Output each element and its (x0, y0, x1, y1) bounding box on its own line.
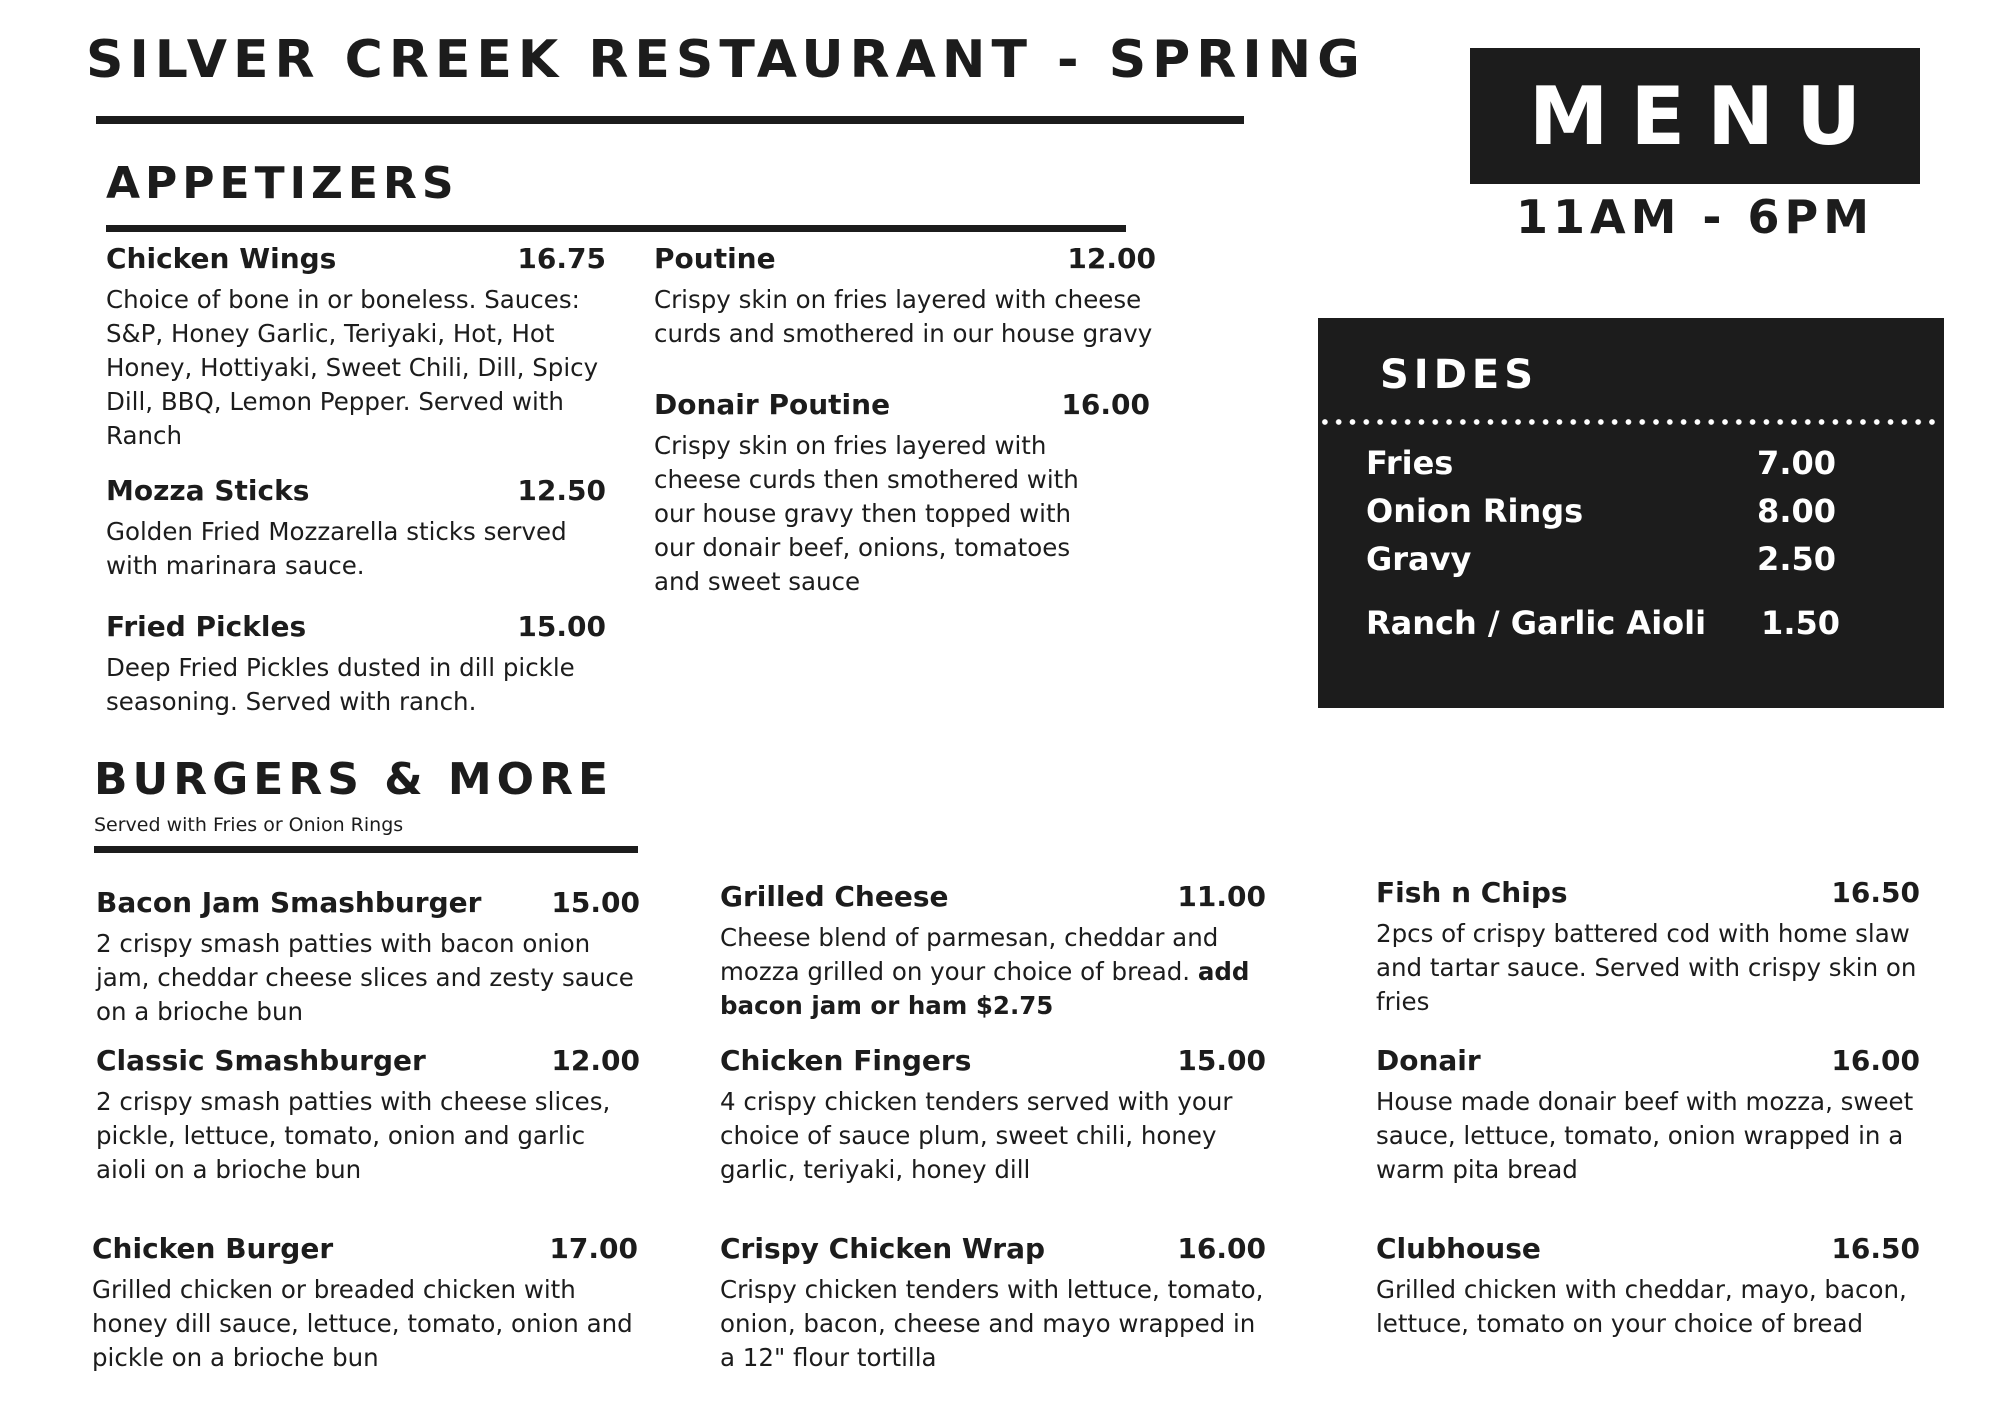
menu-item (106, 474, 606, 583)
menu-item (106, 242, 606, 453)
item-price: 11.00 (1177, 880, 1266, 913)
dotted-divider (1318, 418, 1938, 426)
menu-item (96, 886, 640, 1029)
side-item (1366, 492, 1836, 530)
menu-item (720, 1232, 1266, 1375)
menu-item (654, 388, 1150, 599)
menu-item (720, 880, 1266, 1023)
item-desc: Golden Fried Mozzarella sticks served with marinara sauce. (106, 517, 567, 580)
item-name: Mozza Sticks (106, 474, 310, 507)
item-desc: Crispy skin on fries layered with cheese curds and smothered in our house gravy (654, 285, 1153, 348)
item-desc: Choice of bone in or boneless. Sauces: S&P, Honey Garlic, Teriyaki, Hot, Hot Honey, Hottiyaki, Sweet Chili, Dill, Spicy Dill, BBQ, Lemon Pepper. Served with Ranch (106, 285, 599, 450)
item-name: Bacon Jam Smashburger (96, 886, 482, 919)
item-name: Crispy Chicken Wrap (720, 1232, 1046, 1265)
item-desc: House made donair beef with mozza, sweet sauce, lettuce, tomato, onion wrapped in a warm pita bread (1376, 1087, 1914, 1184)
item-name: Donair (1376, 1044, 1481, 1077)
item-name: Chicken Wings (106, 242, 337, 275)
side-name: Fries (1366, 444, 1454, 482)
item-desc-addon: add bacon jam or ham $2.75 (720, 957, 1250, 1020)
menu-item (1376, 1232, 1920, 1341)
item-desc: 2pcs of crispy battered cod with home slaw and tartar sauce. Served with crispy skin on fries (1376, 919, 1917, 1016)
menu-item (1376, 876, 1920, 1019)
side-name: Ranch / Garlic Aioli (1366, 604, 1707, 642)
item-desc: 2 crispy smash patties with cheese slices, pickle, lettuce, tomato, onion and garlic aioli on a brioche bun (96, 1087, 611, 1184)
item-price: 16.00 (1061, 388, 1150, 421)
side-item (1366, 604, 1840, 642)
menu-item (106, 610, 606, 719)
item-desc: Grilled chicken with cheddar, mayo, bacon, lettuce, tomato on your choice of bread (1376, 1275, 1907, 1338)
restaurant-title: SILVER CREEK RESTAURANT - SPRING (86, 30, 1366, 90)
item-price: 16.50 (1831, 1232, 1920, 1265)
side-item (1366, 540, 1836, 578)
item-price: 15.00 (551, 886, 640, 919)
appetizers-rule (106, 225, 1126, 232)
item-desc (720, 921, 1266, 1023)
side-price: 7.00 (1757, 444, 1836, 482)
item-price: 12.50 (517, 474, 606, 507)
item-desc: Crispy skin on fries layered with cheese curds then smothered with our house gravy then topped with our donair beef, onions, tomatoes and sweet sauce (654, 431, 1079, 596)
burgers-heading: BURGERS & MORE (94, 754, 614, 805)
side-price: 8.00 (1757, 492, 1836, 530)
title-rule (96, 116, 1244, 124)
burgers-rule (94, 846, 638, 853)
item-name: Grilled Cheese (720, 880, 949, 913)
item-price: 16.00 (1831, 1044, 1920, 1077)
menu-item (96, 1044, 640, 1187)
item-price: 12.00 (1067, 242, 1156, 275)
item-name: Fish n Chips (1376, 876, 1568, 909)
item-desc: Deep Fried Pickles dusted in dill pickle seasoning. Served with ranch. (106, 653, 575, 716)
item-name: Poutine (654, 242, 776, 275)
item-desc: Grilled chicken or breaded chicken with honey dill sauce, lettuce, tomato, onion and pickle on a brioche bun (92, 1275, 633, 1372)
item-price: 16.50 (1831, 876, 1920, 909)
sides-panel (1318, 318, 1944, 708)
item-name: Fried Pickles (106, 610, 307, 643)
menu-label: MENU (1528, 69, 1884, 163)
hours: 11AM - 6PM (1515, 190, 1874, 244)
item-desc-text: Cheese blend of parmesan, cheddar and mozza grilled on your choice of bread. (720, 923, 1219, 986)
item-price: 17.00 (549, 1232, 638, 1265)
item-name: Chicken Burger (92, 1232, 334, 1265)
side-price: 1.50 (1761, 604, 1840, 642)
item-name: Chicken Fingers (720, 1044, 972, 1077)
item-price: 15.00 (517, 610, 606, 643)
item-name: Classic Smashburger (96, 1044, 426, 1077)
burgers-subheading: Served with Fries or Onion Rings (94, 814, 404, 836)
side-price: 2.50 (1757, 540, 1836, 578)
menu-item (1376, 1044, 1920, 1187)
side-item (1366, 444, 1836, 482)
item-name: Donair Poutine (654, 388, 891, 421)
item-desc: 4 crispy chicken tenders served with your choice of sauce plum, sweet chili, honey garlic, teriyaki, honey dill (720, 1087, 1233, 1184)
sides-heading: SIDES (1380, 352, 1539, 398)
item-price: 15.00 (1177, 1044, 1266, 1077)
appetizers-heading: APPETIZERS (106, 158, 459, 209)
item-price: 16.75 (517, 242, 606, 275)
menu-item (654, 242, 1156, 351)
item-desc: Crispy chicken tenders with lettuce, tomato, onion, bacon, cheese and mayo wrapped in a 12" flour tortilla (720, 1275, 1264, 1372)
item-name: Clubhouse (1376, 1232, 1541, 1265)
side-name: Onion Rings (1366, 492, 1584, 530)
menu-item (720, 1044, 1266, 1187)
menu-item (92, 1232, 638, 1375)
side-name: Gravy (1366, 540, 1472, 578)
item-price: 12.00 (551, 1044, 640, 1077)
item-desc: 2 crispy smash patties with bacon onion jam, cheddar cheese slices and zesty sauce on a brioche bun (96, 929, 634, 1026)
item-price: 16.00 (1177, 1232, 1266, 1265)
menu-badge (1470, 48, 1920, 184)
